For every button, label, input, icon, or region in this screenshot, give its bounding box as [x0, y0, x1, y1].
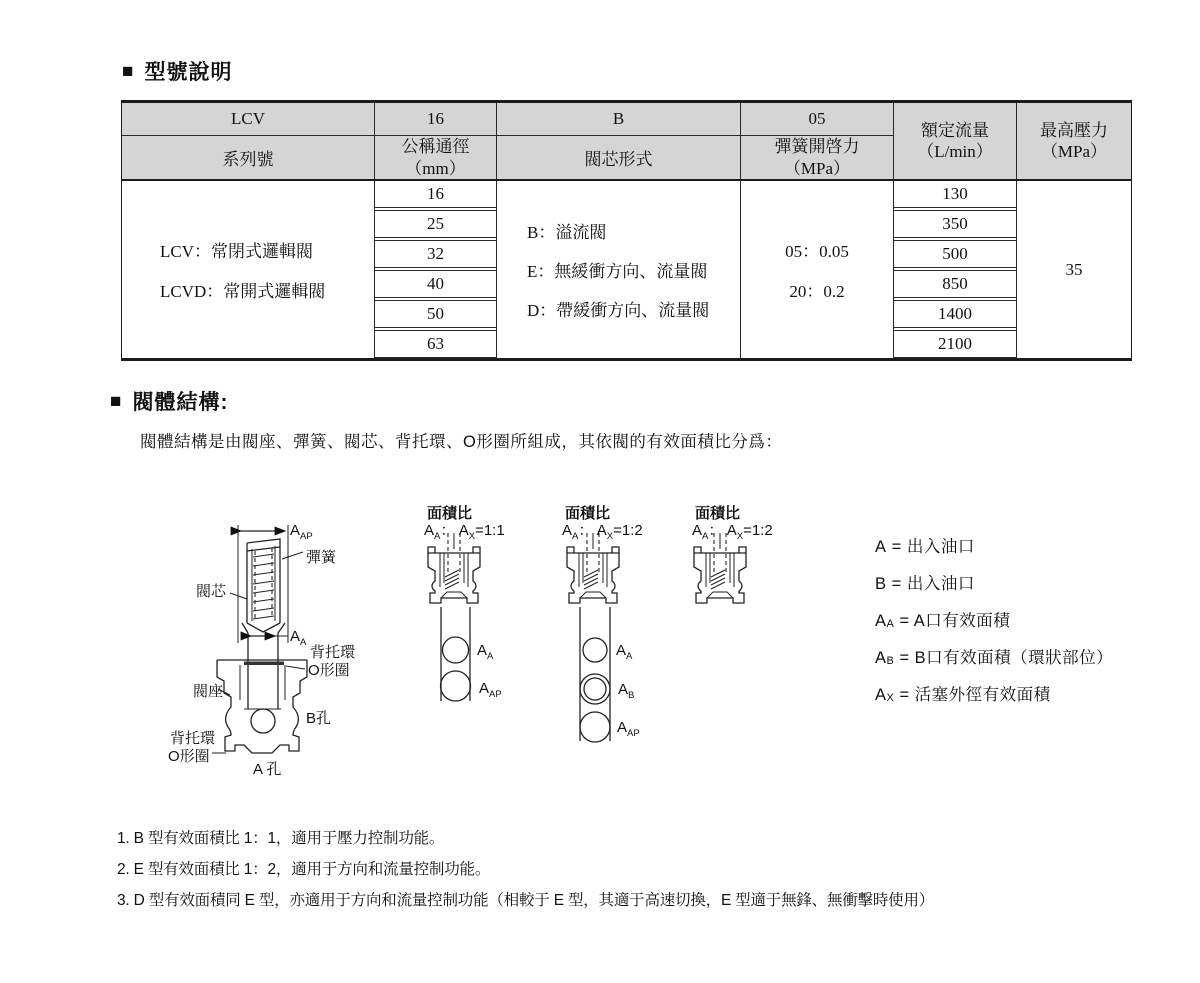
- header-nominal-size: 公稱通徑 （mm）: [375, 136, 497, 181]
- code-spring: 05: [741, 103, 894, 136]
- spring-force-options: [741, 181, 894, 358]
- dim-label-aa: $A_A$: [290, 628, 307, 648]
- header-rated-flow: 額定流量 （L/min）: [894, 103, 1017, 181]
- size-options: [375, 181, 497, 358]
- spool-type-d: D：帶緩衝方向、流量閥: [527, 301, 710, 320]
- d2-circle-label-aa: $A_A$: [616, 642, 633, 662]
- series-lcv: LCV：常閉式邏輯閥: [160, 242, 313, 261]
- backup-ring-label-left: 背托環: [170, 730, 216, 747]
- d1-circle-label-aa: $A_A$: [477, 642, 494, 662]
- header-spring-force: 彈簧開啓力 （MPa）: [741, 136, 894, 181]
- flow-value: 500: [894, 240, 1016, 268]
- dim-label-aap: $A_{AP}$: [290, 522, 313, 542]
- a-port-label: A 孔: [253, 761, 282, 778]
- ratio-diagram-2: [567, 533, 619, 742]
- flow-value: 130: [894, 181, 1016, 208]
- series-descriptions: [122, 181, 375, 358]
- section-title-text: 閥體結構:: [132, 391, 229, 414]
- structure-intro-text: 閥體結構是由閥座、彈簧、閥芯、背托環、O形圈所組成，其依閥的有效面積比分爲：: [140, 433, 783, 451]
- legend-item-aa: $A_A = A$口有效面積: [875, 612, 1011, 630]
- section-marker-icon: ■: [110, 390, 123, 412]
- spring-coil: [253, 548, 274, 619]
- section-marker-icon: ■: [122, 60, 135, 82]
- ratio-formula-1: $A_A$： $A_X=1:1$: [424, 522, 505, 542]
- ratio-title-3: 面積比: [695, 505, 741, 522]
- ratio-title-1: 面積比: [427, 505, 473, 522]
- ratio-formula-2: $A_A$： $A_X=1:2$: [562, 522, 643, 542]
- model-code-table: [121, 100, 1132, 361]
- ratio-diagram-1: [428, 533, 480, 701]
- header-max-pressure: 最高壓力 （MPa）: [1017, 103, 1131, 181]
- area-legend: [875, 533, 1113, 705]
- spool-type-e: E：無緩衝方向、流量閥: [527, 262, 708, 281]
- spring-label: 彈簧: [306, 549, 337, 566]
- code-size: 16: [375, 103, 497, 136]
- o-ring-label-right: O形圈: [308, 662, 350, 679]
- spool-label: 閥芯: [196, 583, 227, 600]
- legend-item-b: B = 出入油口: [875, 575, 975, 593]
- ratio-diagram-3: [694, 533, 746, 603]
- d1-circle-label-aap: $A_{AP}$: [479, 680, 502, 700]
- flow-value: 1400: [894, 300, 1016, 328]
- note-1: 1. B 型有效面積比 1：1，適用于壓力控制功能。: [117, 830, 445, 847]
- size-option: 32: [375, 240, 496, 268]
- legend-item-ax: $A_X$ = 活塞外徑有效面積: [875, 686, 1051, 704]
- header-series: 系列號: [122, 136, 375, 181]
- code-spool: B: [497, 103, 741, 136]
- ratio-formula-3: $A_A$： $A_X=1:2$: [692, 522, 773, 542]
- section-title-model: [122, 56, 232, 86]
- legend-item-ab: $A_B = B$口有效面積（環狀部位）: [875, 649, 1114, 667]
- d2-circle-label-ab: $A_B$: [618, 681, 635, 701]
- flow-values: [894, 181, 1017, 358]
- note-2: 2. E 型有效面積比 1：2，適用于方向和流量控制功能。: [117, 861, 491, 878]
- flow-value: 850: [894, 270, 1016, 298]
- o-ring-label-left: O形圈: [168, 748, 210, 765]
- flow-value: 350: [894, 210, 1016, 238]
- spool-type-b: B：溢流閥: [527, 223, 607, 242]
- code-series: LCV: [122, 103, 375, 136]
- backup-ring-label-right: 背托環: [310, 644, 356, 661]
- size-option: 63: [375, 330, 496, 358]
- notes-block: [117, 826, 934, 910]
- o-ring-band: [244, 662, 284, 666]
- size-option: 50: [375, 300, 496, 328]
- size-option: 16: [375, 181, 496, 208]
- spool-type-options: [497, 181, 741, 358]
- b-port-label: B孔: [306, 710, 332, 727]
- series-lcvd: LCVD：常開式邏輯閥: [160, 282, 326, 301]
- spring-option-20: 20：0.2: [789, 282, 845, 301]
- section-title-structure: [110, 386, 228, 416]
- header-spool-type: 閥芯形式: [497, 136, 741, 181]
- d2-circle-label-aap: $A_{AP}$: [617, 719, 640, 739]
- spring-option-05: 05：0.05: [785, 242, 849, 261]
- flow-value: 2100: [894, 330, 1016, 358]
- size-option: 40: [375, 270, 496, 298]
- note-3: 3. D 型有效面積同 E 型，亦適用于方向和流量控制功能（相較于 E 型，其適于高速切換，E 型適于無鋒、無衝擊時使用）: [117, 892, 935, 909]
- seat-label: 閥座: [193, 683, 224, 700]
- section-title-text: 型號說明: [144, 61, 233, 84]
- max-pressure-value: 35: [1065, 259, 1083, 279]
- legend-item-a: A = 出入油口: [875, 538, 975, 556]
- b-port-hole: [251, 709, 275, 733]
- ratio-title-2: 面積比: [565, 505, 611, 522]
- size-option: 25: [375, 210, 496, 238]
